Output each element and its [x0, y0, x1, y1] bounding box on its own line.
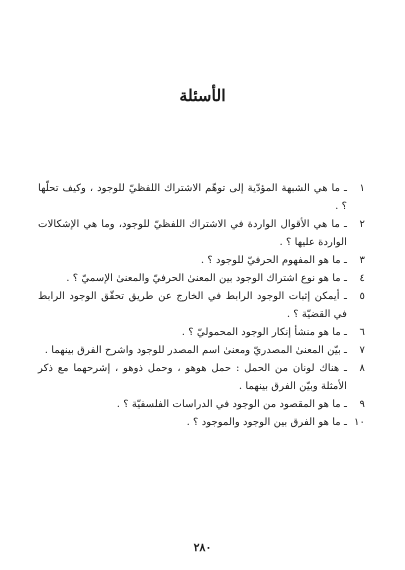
question-text: ـ أيمكن إثبات الوجود الرابط في الخارج عن طريق تحقّق الوجود الرابط في القضيّة ؟ . — [38, 291, 347, 320]
question-item — [38, 324, 365, 342]
question-number: ١ — [359, 183, 365, 194]
question-number: ٧ — [359, 345, 365, 356]
question-number: ٢ — [359, 219, 365, 230]
question-text: ـ ما هي الأقوال الواردة في الاشتراك اللفظيّ للوجود، وما هي الإشكالات الواردة عليها ؟ . — [38, 219, 347, 248]
question-text: ـ هناك لونان من الحمل : حمل هوهو ، وحمل ذوهو ، إشرحهما مع ذكر الأمثلة وبيّن الفرق بينهما . — [38, 363, 347, 392]
question-text: ـ ما هي الشبهة المؤدّية إلى توهّم الاشتراك اللفظيّ للوجود ، وكيف تحلّها ؟ . — [38, 183, 347, 212]
question-number: ٣ — [359, 255, 365, 266]
question-text: ـ ما هو الفرق بين الوجود والموجود ؟ . — [186, 417, 347, 428]
question-number: ٦ — [359, 327, 365, 338]
question-item — [38, 342, 365, 360]
question-text: ـ ما هو منشأ إنكار الوجود المحموليّ ؟ . — [181, 327, 347, 338]
question-number: ٥ — [359, 291, 365, 302]
question-item — [38, 360, 365, 396]
questions-list — [38, 180, 365, 432]
question-item — [38, 216, 365, 252]
question-item — [38, 252, 365, 270]
question-text: ـ بيّن المعنىٰ المصدريّ ومعنىٰ اسم المصدر للوجود واشرح الفرق بينهما . — [44, 345, 347, 356]
question-number: ٩ — [359, 399, 365, 410]
question-text: ـ ما هو نوع اشتراك الوجود بين المعنىٰ الحرفيّ والمعنىٰ الإسميّ ؟ . — [66, 273, 347, 284]
question-number: ١٠ — [354, 417, 365, 428]
question-number: ٤ — [359, 273, 365, 284]
question-text: ـ ما هو المقصود من الوجود في الدراسات الفلسفيّة ؟ . — [116, 399, 347, 410]
question-text: ـ ما هو المفهوم الحرفيّ للوجود ؟ . — [200, 255, 347, 266]
question-number: ٨ — [359, 363, 365, 374]
question-item — [38, 180, 365, 216]
question-item — [38, 288, 365, 324]
page-number: ٢٨٠ — [193, 541, 212, 554]
question-item — [38, 414, 365, 432]
question-item — [38, 270, 365, 288]
page-title: الأسئلة — [179, 86, 226, 105]
question-item — [38, 396, 365, 414]
